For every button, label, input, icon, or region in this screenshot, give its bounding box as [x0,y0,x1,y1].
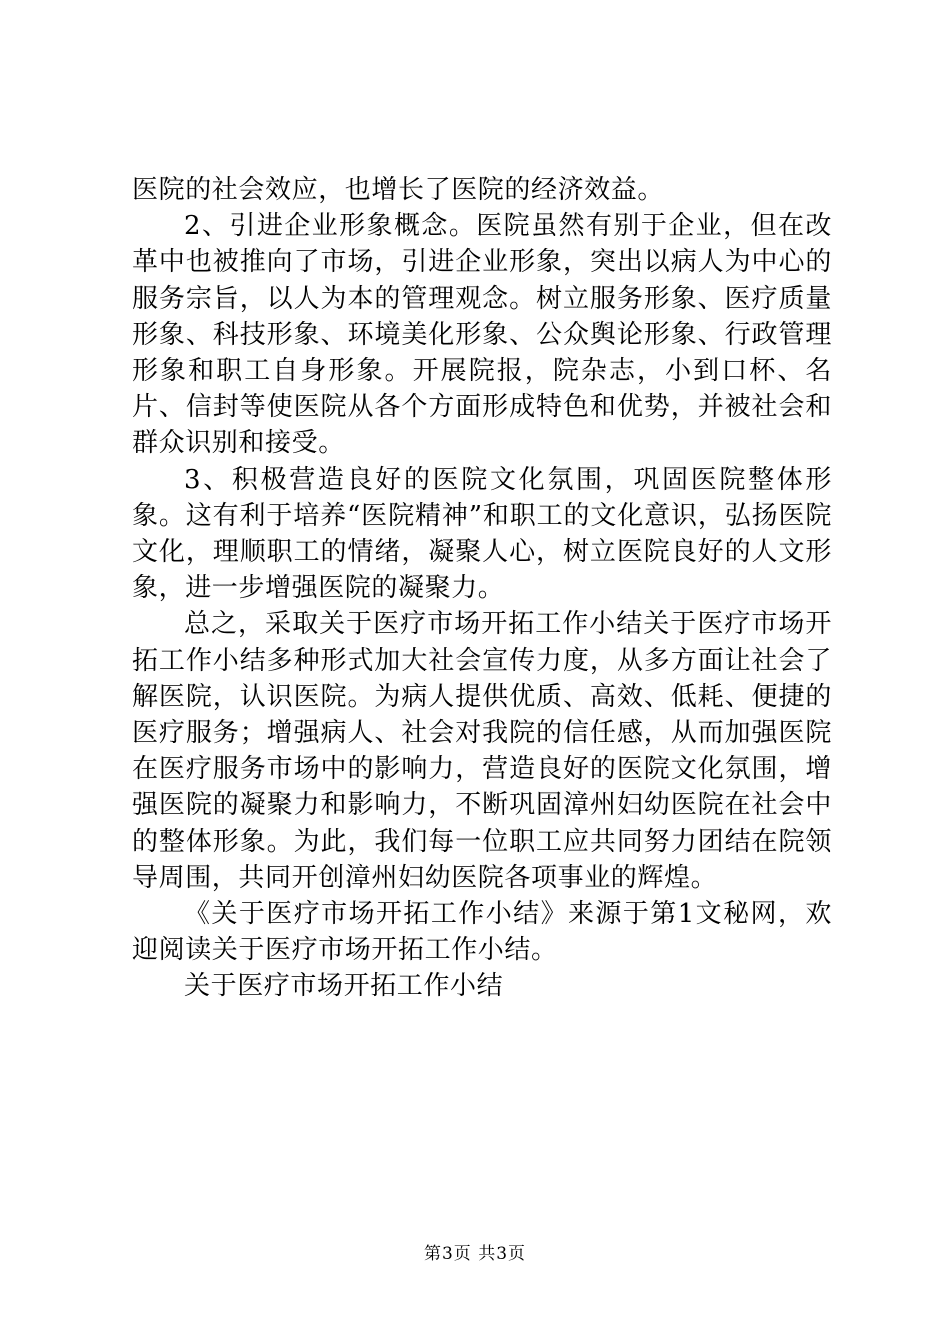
paragraph-2: 2、引进企业形象概念。医院虽然有别于企业，但在改革中也被推向了市场，引进企业形象，突出以病人为中心的服务宗旨，以人为本的管理观念。树立服务形象、医疗质量形象、科技形象、环境美化形象、公众舆论形象、行政管理形象和职工自身形象。开展院报，院杂志，小到口杯、名片、信封等使医院从各个方面形成特色和优势，并被社会和群众识别和接受。 [132,211,832,459]
page-number-label: 第3页 共3页 [423,1244,527,1264]
paragraph-6: 关于医疗市场开拓工作小结 [184,971,504,1002]
paragraph-3: 3、积极营造良好的医院文化氛围，巩固医院整体形象。这有利于培养“医院精神”和职工的文化意识，弘扬医院文化，理顺职工的情绪，凝聚人心，树立医院良好的人文形象，进一步增强医院的凝聚力。 [132,464,832,604]
paragraph-5: 《关于医疗市场开拓工作小结》来源于第1文秘网，欢迎阅读关于医疗市场开拓工作小结。 [132,899,832,966]
paragraph-1: 医院的社会效应，也增长了医院的经济效益。 [132,175,665,205]
document-body [132,172,832,1005]
page-footer [0,1242,950,1266]
paragraph-4: 总之，采取关于医疗市场开拓工作小结关于医疗市场开拓工作小结多种形式加大社会宣传力度，从多方面让社会了解医院，认识医院。为病人提供优质、高效、低耗、便捷的医疗服务；增强病人、社会对我院的信任感，从而加强医院在医疗服务市场中的影响力，营造良好的医院文化氛围，增强医院的凝聚力和影响力，不断巩固漳州妇幼医院在社会中的整体形象。为此，我们每一位职工应共同努力团结在院领导周围，共同开创漳州妇幼医院各项事业的辉煌。 [132,609,832,893]
